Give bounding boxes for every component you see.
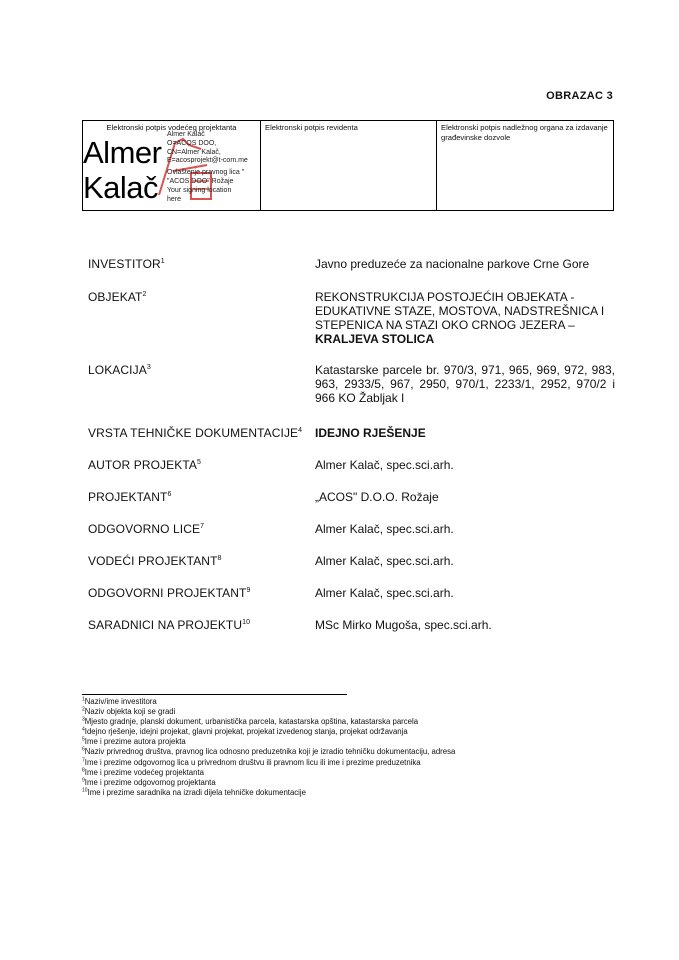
footnote: $^7$Ime i prezime odgovornog lica u privrednom društvu ili pravnom licu ili ime i prezime preduzetnika	[82, 756, 421, 767]
signature-last-name: Kalač	[83, 170, 159, 205]
form-number: OBRAZAC 3	[546, 90, 613, 102]
row-label: PROJEKTANT$^6$	[88, 490, 172, 504]
row-value: Almer Kalač, spec.sci.arh.	[315, 522, 454, 536]
row-value: „ACOS" D.O.O. Rožaje	[315, 490, 439, 504]
reviewer-signature-label: Elektronski potpis revidenta	[265, 123, 358, 132]
signature-detail-line: Almer Kalač	[167, 131, 205, 138]
row-label: ODGOVORNO LICE$^7$	[88, 522, 205, 536]
row-value: REKONSTRUKCIJA POSTOJEĆIH OBJEKATA - EDUKATIVNE STAZE, MOSTOVA, NADSTREŠNICA I STEPENICA NA STAZI OKO CRNOG JEZERA – KRALJEVA STOLICA	[315, 290, 605, 346]
row-value: MSc Mirko Mugoša, spec.sci.arh.	[315, 618, 492, 632]
leading-designer-signature-cell	[83, 121, 261, 210]
row-value: Katastarske parcele br. 970/3, 971, 965, 969, 972, 983, 963, 2933/5, 967, 2950, 970/1, 2233/1, 2952, 970/2 i 966 KO Žabljak I	[315, 363, 615, 405]
row-label: AUTOR PROJEKTA$^5$	[88, 458, 201, 472]
reviewer-signature-cell	[261, 121, 437, 210]
signature-detail-line: E=acosprojekt@t-com.me	[167, 157, 248, 165]
footnote: $^6$Naziv privrednog društva, pravnog lica odnosno preduzetnika koji je izradio tehničku dokumentaciju, adresa	[82, 746, 456, 757]
footnote: $^2$Naziv objekta koji se gradi	[82, 706, 176, 717]
row-value: Almer Kalač, spec.sci.arh.	[315, 586, 454, 600]
signature-details	[167, 131, 248, 204]
row-value: Almer Kalač, spec.sci.arh.	[315, 554, 454, 568]
signature-detail-line: CN=Almer Kalač,	[167, 148, 221, 156]
footnote-divider	[82, 694, 347, 695]
signature-detail-line: here	[167, 195, 182, 203]
footnote: $^{10}$Ime i prezime saradnika na izradi dijela tehničke dokumentacije	[82, 787, 306, 797]
footnote: $^4$Idejno rješenje, idejni projekat, glavni projekat, projekat izvedenog stanja, projekat održavanja	[82, 726, 408, 737]
row-label: OBJEKAT$^2$	[88, 290, 147, 304]
footnotes	[82, 697, 622, 798]
footnote: $^3$Mjesto gradnje, planski dokument, urbanistička parcela, katastarska opština, katastarska parcela	[82, 716, 419, 727]
row-label: SARADNICI NA PROJEKTU$^{10}$	[88, 618, 251, 632]
row-label: LOKACIJA$^3$	[88, 363, 151, 377]
signature-detail-line: Ovlaštenje pravnog lica "	[167, 169, 245, 177]
row-value: Javno preduzeće za nacionalne parkove Crne Gore	[315, 257, 590, 271]
leading-designer-signature-label: Elektronski potpis vodećeg projektanta	[106, 123, 237, 132]
signature-detail-line: Your signing location	[167, 186, 232, 194]
row-label: ODGOVORNI PROJEKTANT$^9$	[88, 586, 251, 600]
row-value: IDEJNO RJEŠENJE	[315, 426, 426, 440]
footnote: $^5$Ime i prezime autora projekta	[82, 736, 186, 747]
signature-detail-line: O=ACOS DOO,	[167, 139, 217, 147]
footnote: $^9$Ime i prezime odgovornog projektanta	[82, 777, 216, 787]
authority-signature-cell	[437, 121, 613, 210]
signature-first-name: Almer	[83, 135, 162, 170]
row-label: VRSTA TEHNIČKE DOKUMENTACIJE$^4$	[88, 426, 303, 440]
signature-detail-line: "ACOS DOO" Rožaje	[167, 177, 234, 185]
signature-table	[82, 120, 614, 211]
row-label: VODEĆI PROJEKTANT$^8$	[88, 554, 222, 568]
row-value: Almer Kalač, spec.sci.arh.	[315, 458, 454, 472]
footnote: $^1$Naziv/ime investitora	[82, 696, 157, 706]
footnote: $^8$Ime i prezime vodećeg projektanta	[82, 767, 204, 777]
row-label: INVESTITOR$^1$	[88, 257, 165, 271]
authority-signature-label: Elektronski potpis nadležnog organa za izdavanje građevinske dozvole	[441, 123, 608, 142]
